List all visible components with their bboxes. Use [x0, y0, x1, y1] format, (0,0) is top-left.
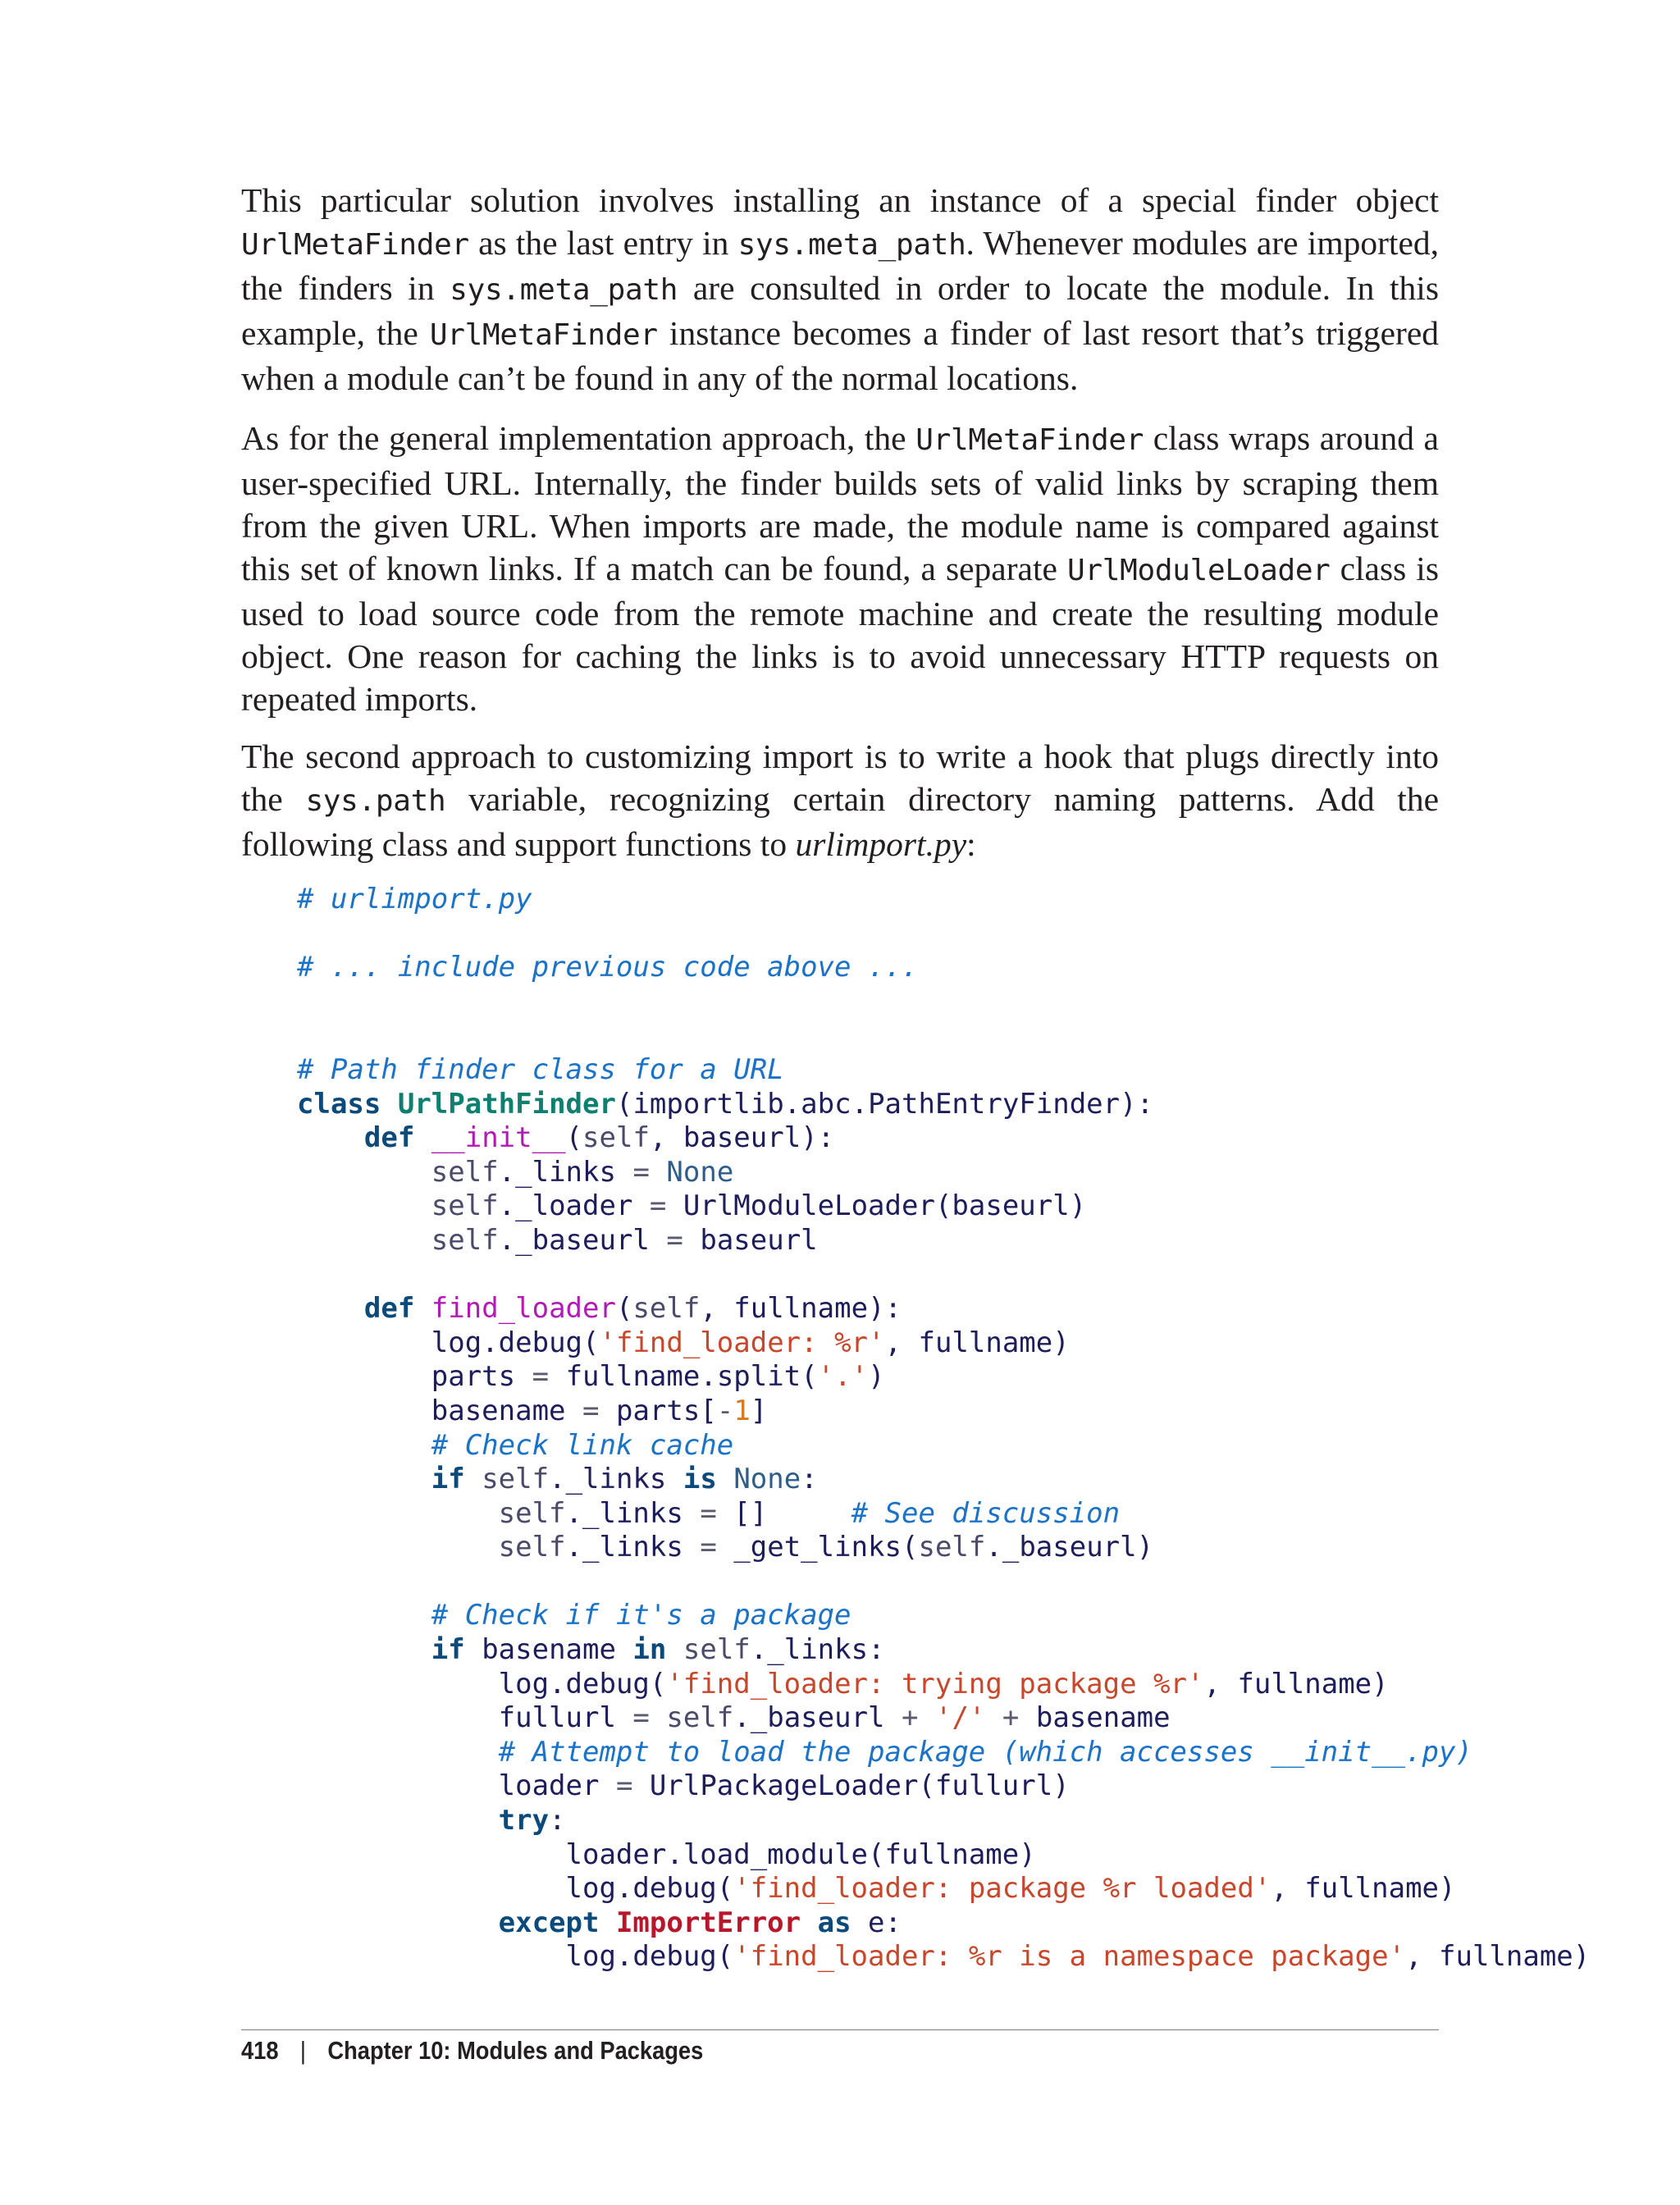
code-line: try:: [498, 1804, 566, 1838]
text-run: The second approach to customizing import is to write a hook that plugs directly into the: [241, 737, 1439, 818]
paragraph-implementation-approach: [241, 417, 1439, 720]
text-run: as the last entry in: [468, 224, 738, 262]
code-line: # Check if it's a package: [431, 1599, 851, 1632]
code-line: self._links = None: [431, 1155, 734, 1189]
text-run: are consulted in order to locate the module. In this example, the: [241, 269, 1439, 352]
text-run: As for the general implementation approach, the: [241, 419, 916, 457]
code-line: # urlimport.py: [297, 883, 532, 915]
text-run: :: [966, 825, 976, 863]
code-line: fullurl = self._baseurl + '/' + basename: [498, 1701, 1171, 1735]
text-run: class wraps around a user-specified URL. Internally, the finder builds sets of valid links by scraping them from the given URL. When imports are made, the module name is compared against this set of known links. If a match can be found, a separate: [241, 419, 1439, 587]
text-run: This particular solution involves installing an instance of a special finder object: [241, 181, 1439, 219]
code-line: # Check link cache: [431, 1428, 734, 1462]
chapter-title: Chapter 10: Modules and Packages: [327, 2036, 704, 2065]
inline-code: UrlModuleLoader: [1066, 554, 1331, 587]
code-line: # ... include previous code above ...: [297, 951, 919, 984]
page-number: 418: [241, 2036, 279, 2065]
code-line: loader.load_module(fullname): [565, 1838, 1036, 1871]
page-footer: [241, 2036, 703, 2066]
code-line: self._baseurl = baseurl: [431, 1223, 818, 1257]
code-line: log.debug('find_loader: %r', fullname): [431, 1326, 1070, 1359]
paragraph-finder-explanation: [241, 179, 1439, 399]
filename-emphasis: urlimport.py: [795, 825, 967, 863]
code-line: log.debug('find_loader: trying package %r', fullname): [498, 1667, 1389, 1701]
code-line: def __init__(self, baseurl):: [363, 1121, 835, 1155]
text-run: variable, recognizing certain directory naming patterns. Add the following class and support functions to: [241, 780, 1439, 863]
paragraph-second-approach: [241, 735, 1439, 865]
code-line: def find_loader(self, fullname):: [363, 1292, 902, 1326]
code-line: # Attempt to load the package (which accesses __init__.py): [498, 1735, 1472, 1769]
code-line: self._loader = UrlModuleLoader(baseurl): [431, 1189, 1087, 1223]
text-run: instance becomes a finder of last resort that’s triggered when a module can’t be found in any of the normal locations.: [241, 314, 1439, 397]
code-line: parts = fullname.split('.'): [431, 1360, 885, 1394]
inline-code: UrlMetaFinder: [429, 318, 658, 352]
code-line: self._links = _get_links(self._baseurl): [498, 1531, 1154, 1564]
code-line: if self._links is None:: [431, 1463, 818, 1496]
code-line: self._links = [] # See discussion: [498, 1496, 1121, 1530]
code-line: class UrlPathFinder(importlib.abc.PathEntryFinder):: [297, 1087, 1154, 1121]
code-line: if basename in self._links:: [431, 1633, 885, 1667]
inline-code: sys.path: [305, 784, 446, 818]
code-line: log.debug('find_loader: package %r loaded', fullname): [565, 1872, 1456, 1906]
footer-separator: |: [299, 2036, 307, 2065]
code-line: log.debug('find_loader: %r is a namespace package', fullname): [565, 1940, 1591, 1974]
code-line: # Path finder class for a URL: [297, 1052, 784, 1086]
inline-code: sys.meta_path: [450, 273, 678, 307]
code-line: loader = UrlPackageLoader(fullurl): [498, 1769, 1070, 1803]
inline-code: UrlMetaFinder: [915, 423, 1144, 457]
inline-code: sys.meta_path: [737, 228, 966, 262]
footer-divider: [241, 2029, 1439, 2030]
text-run: class is used to load source code from the remote machine and create the resulting module object. One reason for caching the links is to avoid unnecessary HTTP requests on repeated imports.: [241, 550, 1439, 718]
code-line: except ImportError as e:: [498, 1906, 902, 1939]
code-line: basename = parts[-1]: [431, 1394, 768, 1427]
text-run: . Whenever modules are imported, the finders in: [241, 224, 1440, 307]
code-listing: [297, 883, 1590, 1974]
inline-code: UrlMetaFinder: [241, 228, 469, 262]
